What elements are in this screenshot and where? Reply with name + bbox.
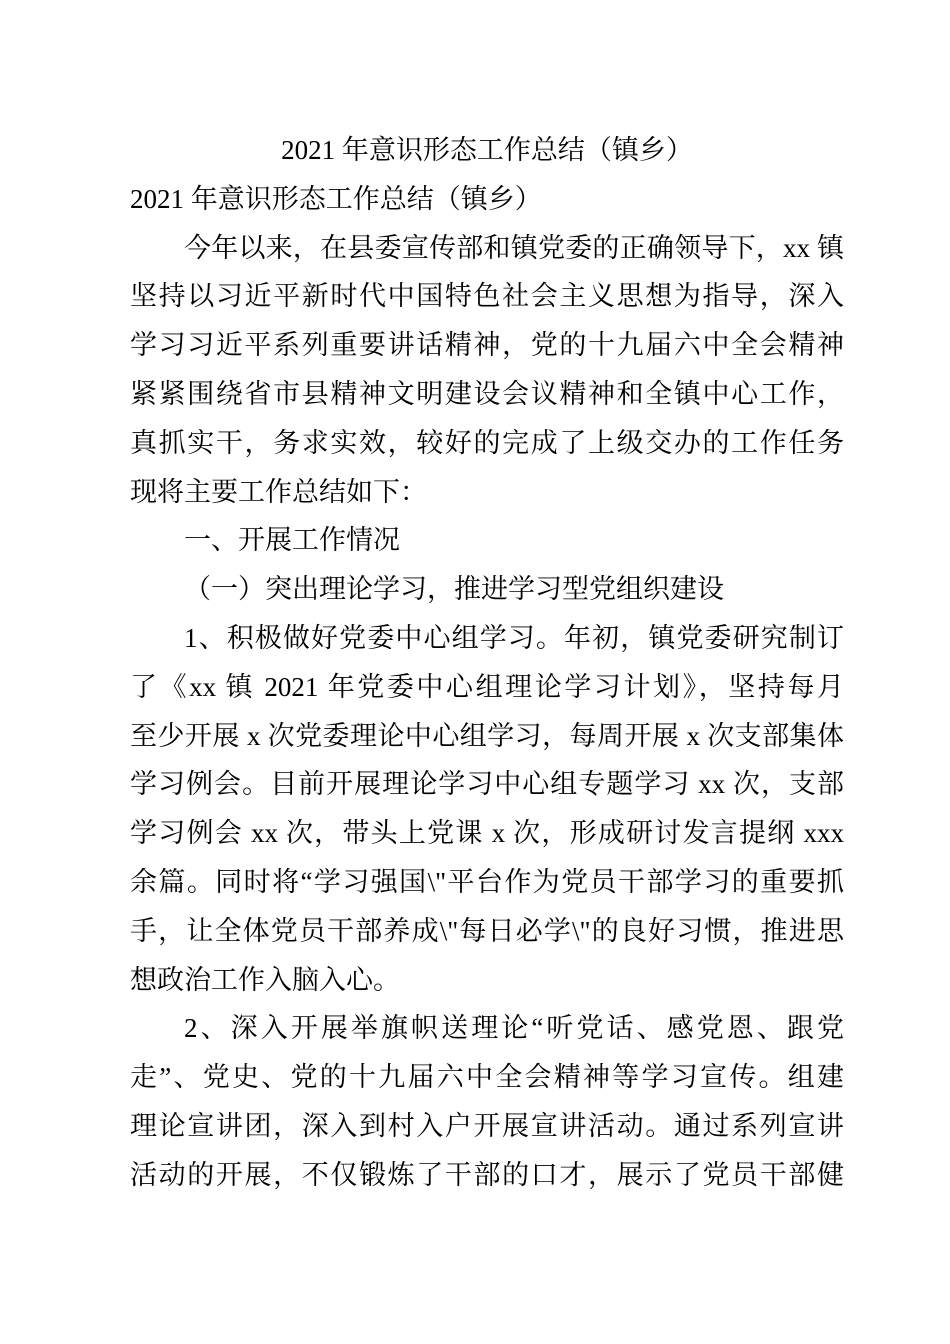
paragraph-line: 学习例会。目前开展理论学习中心组专题学习 xx 次，支部 — [130, 769, 844, 800]
section-heading: 一、开展工作情况 — [184, 525, 400, 556]
paragraph-line: 活动的开展，不仅锻炼了干部的口才，展示了党员干部健 — [130, 1159, 844, 1190]
paragraph-line: 了《xx 镇 2021 年党委中心组理论学习计划》，坚持每月 — [130, 671, 844, 702]
paragraph-line: 手，让全体党员干部养成\"每日必学\"的良好习惯，推进思 — [130, 915, 844, 946]
intro-line: 真抓实干，务求实效，较好的完成了上级交办的工作任务 — [130, 427, 844, 458]
intro-line: 坚持以习近平新时代中国特色社会主义思想为指导，深入 — [130, 281, 844, 312]
text-column — [130, 126, 844, 1200]
paragraph-line: 学习例会 xx 次，带头上党课 x 次，形成研讨发言提纲 xxx — [130, 818, 844, 849]
paragraph-line: 2、深入开展举旗帜送理论“听党话、感党恩、跟党 — [184, 1013, 844, 1044]
doc-title: 2021 年意识形态工作总结（镇乡） — [281, 135, 693, 165]
subsection-heading: （一）突出理论学习，推进学习型党组织建设 — [184, 574, 724, 605]
intro-line: 现将主要工作总结如下： — [130, 476, 427, 507]
doc-subtitle: 2021 年意识形态工作总结（镇乡） — [130, 183, 542, 214]
intro-line: 学习习近平系列重要讲话精神，党的十九届六中全会精神 — [130, 330, 844, 361]
intro-line: 今年以来，在县委宣传部和镇党委的正确领导下，xx 镇 — [184, 232, 844, 263]
paragraph-line: 想政治工作入脑入心。 — [130, 964, 400, 995]
paragraph-line: 走”、党史、党的十九届六中全会精神等学习宣传。组建 — [130, 1062, 844, 1093]
paragraph-line: 1、积极做好党委中心组学习。年初，镇党委研究制订 — [184, 622, 844, 653]
paragraph-line: 余篇。同时将“学习强国\"平台作为党员干部学习的重要抓 — [130, 866, 844, 897]
intro-line: 紧紧围绕省市县精神文明建设会议精神和全镇中心工作， — [130, 378, 844, 409]
paragraph-line: 至少开展 x 次党委理论中心组学习，每周开展 x 次支部集体 — [130, 720, 844, 751]
paragraph-line: 理论宣讲团，深入到村入户开展宣讲活动。通过系列宣讲 — [130, 1110, 844, 1141]
